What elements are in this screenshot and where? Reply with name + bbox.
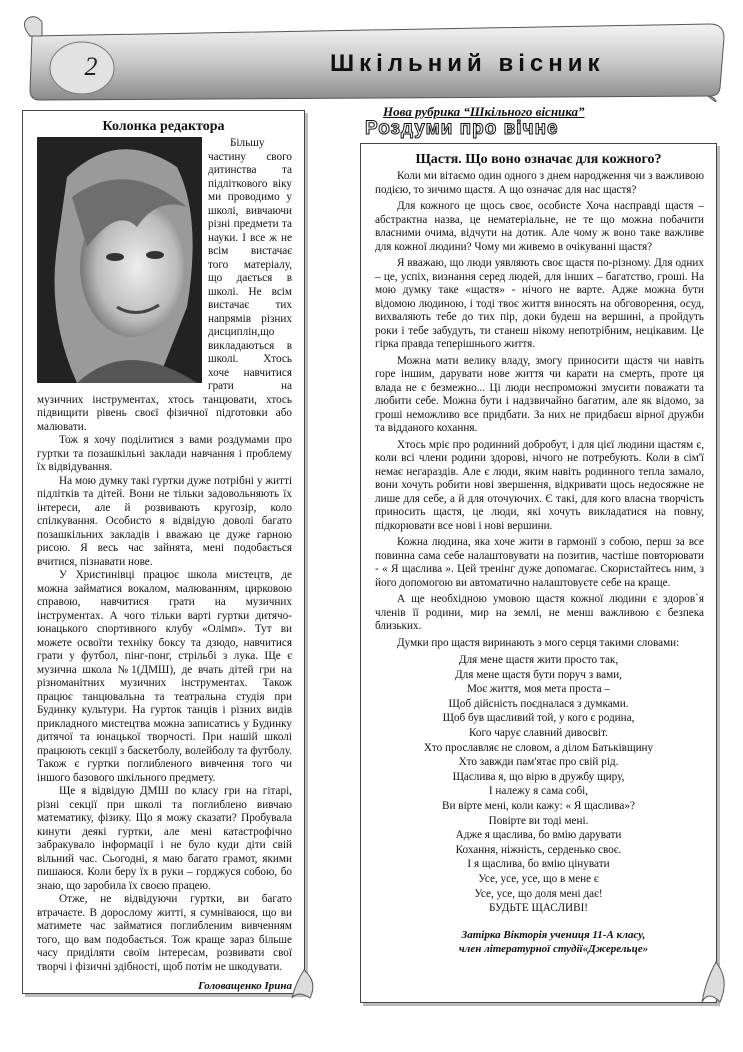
editor-paragraph: Тож я хочу поділитися з вами роздумами про гуртки та позашкільні заклади навчання і проблему їх відвідування. [37,434,292,473]
poem-line: Моє життя, моя мета проста – [467,683,610,696]
article-title: Щастя. Що воно означає для кожного? [415,152,662,167]
rubric-subtitle: Нова рубрика “Шкільного вісника” [383,104,585,119]
poem-line: Усе, усе, що доля мені дає! [474,887,603,900]
poem-line: Усе, усе, усе, що в мене є [478,872,599,885]
editor-column-title: Колонка редактора [102,119,225,134]
portrait-photo [37,137,202,383]
poem-line: БУДЬТЕ ЩАСЛИВІ! [488,902,589,915]
editor-column-text [23,137,304,974]
poem-line: І належу я сама собі, [488,785,589,798]
article-author [361,928,716,956]
article-paragraph: Думки про щастя виринають з мого серця такими словами: [397,636,680,649]
poem-line: Хто завжди пам'ятає про свій рід. [458,756,619,769]
page-curl-left [290,968,320,1000]
article-paragraph: Можна мати велику владу, змогу приносити щастя чи навіть горе іншим, дарувати нове життя чи карати на смерть, проте ця влада не є безмежно... Ці люди неспроможні змусити поважати та любити себе. Можна бути і надзвичайно багатим, але як відомо, за гроші неможливо все придбати. За них не придбаєш вірної дружби та відданого кохання. [375,354,704,434]
article-author-line: член літературної студії«Джерельце» [458,942,649,955]
poem-line: Ви вірте мені, коли кажу: « Я щаслива»? [442,799,635,812]
poem-line: Для мене щастя жити просто так, [458,654,619,666]
poem-line: Щоб був щасливий той, у кого є родина, [442,712,635,725]
poem-line: Кого чарує славний дивосвіт. [469,726,608,739]
article-paragraph: Для кожного це щось своє, особисте Хоча насправді щастя – абстрактна назва, це нематеріальне, не те що можна побачити власними очима, відчути на дотик. Але чому ж воно таке важливе для кожної людини? Чому ми живемо в очікуванні щастя? [375,200,704,253]
poem-line: І я щаслива, бо вмію цінувати [467,858,610,871]
poem-line: Повірте ви тоді мені. [488,814,589,827]
poem [361,653,716,916]
poem-line: Щаслива я, що вірю в дружбу щиру, [452,770,625,783]
rubric-heading [365,104,715,140]
poem-line: Щоб дійсність поєдналася з думками. [448,697,629,710]
page-curl-right [700,960,730,1004]
page-number: 2 [84,52,98,81]
poem-line: Для мене щастя бути поруч з вами, [455,668,622,681]
article-paragraph: Коли ми вітаємо один одного з днем народження чи з важливою подією, то зичимо щастя. А що означає для нас щастя? [375,170,704,196]
editor-column [22,110,305,994]
article-author-line: Затірка Вікторія учениця 11-А класу, [461,928,646,941]
newspaper-title: Шкільний вісник [330,50,605,77]
portrait-photo-graphic [37,137,202,383]
editor-paragraph: У Христинівці працює школа мистецтв, де можна займатися вокалом, малюванням, цирковою справою, навчитися грати на музичних інструментах. А чого тільки варті гуртки дитячо-юнацького спортивного клубу «Олімп». Тут ви можете освоїти техніку боксу та дзюдо, навчитися грати у футбол, пінг-понг, стрільбі з лука. Ще є музична школа №1(ДМШ), де вчать дітей гри на різноманітних музичних інструментах. Також працює танцювальна та театральна студія при Будинку культури. На гурток танців і різних видів прикладного мистецтва можна записатись у Будинку дитячої та юнацької творчості. При нашій школі працюють секції з баскетболу, волейболу та футболу. Також є гуртки поглибленого вивчення того чи іншого базового шкільного предмету. [37,569,292,784]
article-paragraph: Кожна людина, яка хоче жити в гармонії з собою, перш за все повинна сама себе налаштовувати на позитив, частіше повторювати - « Я щаслива ». Цей тренінг дуже допомагає. Скористайтесь ним, з його допомогою ви автоматично налаштовуєте себе на краще. [375,536,704,589]
poem-line: Кохання, ніжність, серденько своє. [455,843,622,856]
editor-paragraph: Ще я відвідую ДМШ по класу гри на гітарі, різні секції при школі та поглиблено вивчаю математику, фізику. Що я можу сказати? Пробувала кинути деякі гуртки, але мені катастрофічно забракувало інформації і не було куди діти свій вільний час. Сьогодні, я маю багато грамот, якими пишаюся. Коли беру їх в руки – горджуся собою, бо знаю, що заробила їх своєю працею. [37,785,292,892]
poem-line: Адже я щаслива, бо вмію дарувати [455,829,622,842]
poem-line: Хто прославляє не словом, а ділом Батьківщину [423,741,654,754]
article-paragraph: Хтось мріє про родинний добробут, і для цієї людини щастям є, коли всі члени родини здорові, нічого не потребують. Коли в сім'ї немає негараздів. Але є люди, яким навіть родинного тепла замало, вони хочуть робити нові звершення, відкривати щось недосяжне не лише для себе, а й для оточуючих. Є такі, для кого власна творчість приносить щастя, це люди, які хочуть викладатися на повну, підкорювати все нові і нові вершини. [375,438,704,532]
editor-author: Головащенко Ірина [198,980,292,992]
article-paragraph: А ще необхідною умовою щастя кожної людини є здоров`я членів її родини, мир на землі, не менш важливою є безпека близьких. [375,593,704,632]
rubric-title: Роздуми про вічне [365,118,559,139]
article-text [361,170,716,650]
article-paragraph: Я вважаю, що люди уявляють своє щастя по-різному. Для одних – це, успіх, визнання серед людей, для інших – багатство, гроші. На мою думку таке «щастя» - нічого не варте. Адже можна бути відомою людиною, і тоді твоє життя виносять на обговорення, осуд, вихваляють тебе до тих пір, доки будеш на вершині, а пройдуть роки і тебе забудуть, ти станеш нікому непотрібним, нецікавим. Це гірка правда теперішнього життя. [375,257,704,350]
editor-paragraph: Отже, не відвідуючи гуртки, ви багато втрачаєте. В дорослому житті, я сумніваюся, що ви матимете час займатися поглибленим вивченням того, що вам подобається. Тож краще зараз більше часу приділяти своїм інтересам, розвивати свої творчі і фізичні здібності, щоб потім не шкодувати. [37,893,292,973]
editor-paragraph: На мою думку такі гуртки дуже потрібні у житті підлітків та дітей. Вони не тільки задовольняють їх інтереси, але й розвивають кругозір, коло спілкування. Особисто я відвідую доволі багато позашкільних закладів і вважаю це дуже гарною рисою. Я весь час зайнята, мені подобається вчитися, пізнавати нове. [37,474,292,568]
editor-paragraph: Більшу частину свого дитинства та підліткового віку ми проводимо у школі, вивчаючи різні предмети та науки. І все ж не всім вистачає того матеріалу, що дається в школі. Не всім вистачає тих напрямів різних дисциплін,що викладаються в школі. Хтось хоче навчитися грати на музичних інструментах, хтось танцювати, хтось підвищити рівень своєї фізичної підготовки або малювати. [37,137,292,433]
happiness-article [360,143,717,1003]
